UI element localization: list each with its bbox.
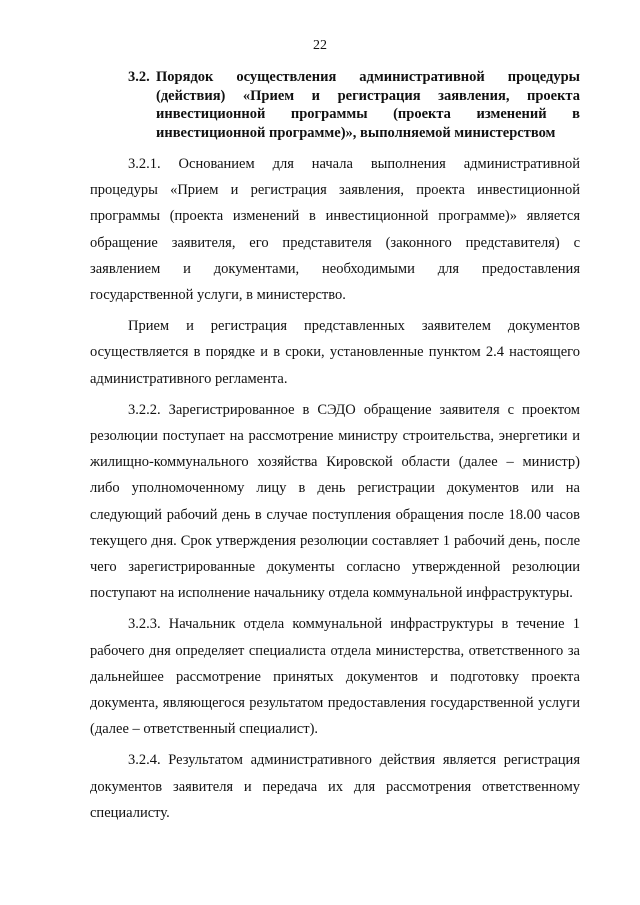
document-body	[90, 151, 580, 831]
paragraph-3-2-2: 3.2.2. Зарегистрированное в СЭДО обращение заявителя с проектом резолюции поступает на рассмотрение министру строительства, энергетики и жилищно-коммунального хозяйства Кировской области (далее – министр) либо уполномоченному лицу в день регистрации документов или на следующий рабочий день в случае поступления обращения после 18.00 часов текущего дня. Срок утверждения резолюции составляет 1 рабочий день, после чего зарегистрированные документы согласно утвержденной резолюции поступают на исполнение начальнику отдела коммунальной инфраструктуры.	[90, 401, 580, 602]
paragraph-3-2-4: 3.2.4. Результатом административного действия является регистрация документов заявителя и передача их для рассмотрения ответственному специалисту.	[90, 752, 580, 821]
paragraph-3-2-3: 3.2.3. Начальник отдела коммунальной инфраструктуры в течение 1 рабочего дня определяет специалиста отдела министерства, ответственного за дальнейшее рассмотрение принятых документов и подготовку проекта документа, являющегося результатом предоставления государственной услуги (далее – ответственный специалист).	[90, 616, 580, 738]
section-heading	[128, 68, 580, 142]
page-number: 22	[313, 38, 327, 53]
section-number: 3.2.	[128, 69, 150, 85]
paragraph-reception: Прием и регистрация представленных заявителем документов осуществляется в порядке и в сроки, установленные пунктом 2.4 настоящего административного регламента.	[90, 318, 580, 387]
paragraph-3-2-1: 3.2.1. Основанием для начала выполнения административной процедуры «Прием и регистрация заявления, проекта инвестиционной программы (проекта изменений в инвестиционной программе)» является обращение заявителя, его представителя (законного представителя) с заявлением и документами, необходимыми для предоставления государственной услуги, в министерство.	[90, 156, 580, 304]
section-title: Порядок осуществления административной процедуры (действия) «Прием и регистрация заявления, проекта инвестиционной программы (проекта изменений в инвестиционной программе)», выполняемой министерством	[156, 69, 580, 141]
